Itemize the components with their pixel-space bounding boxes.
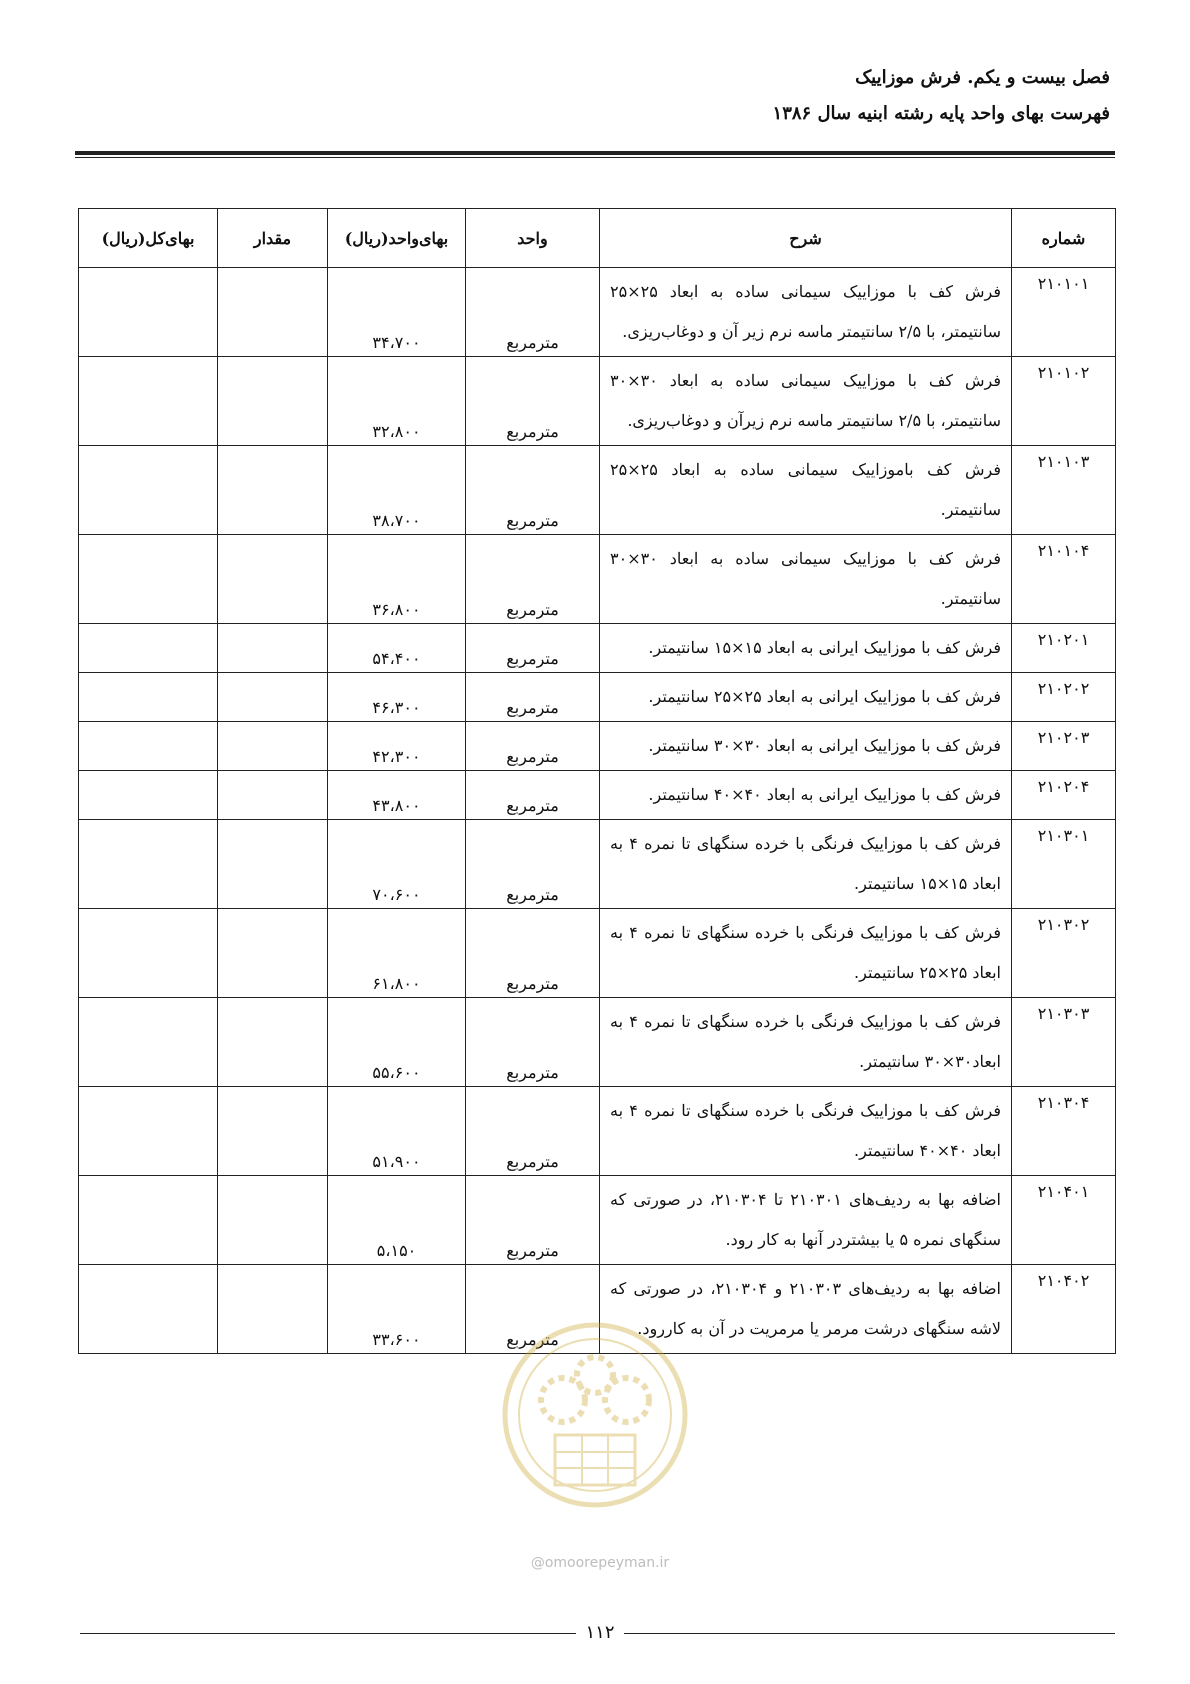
- row-description: اضافه بها به ردیف‌های ۲۱۰۳۰۳ و ۲۱۰۳۰۴، در صورتی که لاشه سنگهای درشت مرمر یا مرمریت در آن به کاررود.: [600, 1265, 1012, 1354]
- row-total: [79, 624, 218, 673]
- row-quantity: [218, 998, 328, 1087]
- row-description: فرش کف با موزاییک ایرانی به ابعاد ۲۵×۲۵ سانتیمتر.: [600, 673, 1012, 722]
- row-unit: مترمربع: [466, 624, 600, 673]
- row-description: فرش کف با موزاییک ایرانی به ابعاد ۳۰×۳۰ سانتیمتر.: [600, 722, 1012, 771]
- row-description: فرش کف با موزاییک فرنگی با خرده سنگهای تا نمره ۴ به ابعاد ۲۵×۲۵ سانتیمتر.: [600, 909, 1012, 998]
- row-description: فرش کف باموزاییک سیمانی ساده به ابعاد ۲۵×۲۵ سانتیمتر.: [600, 446, 1012, 535]
- row-unit-price: ۴۳،۸۰۰: [328, 771, 466, 820]
- row-unit: مترمربع: [466, 1176, 600, 1265]
- table-row: [79, 673, 1116, 722]
- row-description: فرش کف با موزاییک سیمانی ساده به ابعاد ۲۵×۲۵ سانتیمتر، با ۲/۵ سانتیمتر ماسه نرم زیر آن و دوغاب‌ریزی.: [600, 268, 1012, 357]
- table-row: [79, 268, 1116, 357]
- row-unit-price: ۵۵،۶۰۰: [328, 998, 466, 1087]
- header-rule-thin: [75, 157, 1115, 158]
- row-unit: مترمربع: [466, 820, 600, 909]
- row-unit: مترمربع: [466, 998, 600, 1087]
- row-number: ۲۱۰۳۰۳: [1012, 998, 1116, 1087]
- row-unit-price: ۳۶،۸۰۰: [328, 535, 466, 624]
- table-row: [79, 1087, 1116, 1176]
- column-header-quantity: مقدار: [218, 209, 328, 268]
- row-unit: مترمربع: [466, 722, 600, 771]
- footer-rule-right: [624, 1633, 1115, 1634]
- table-row: [79, 535, 1116, 624]
- row-number: ۲۱۰۱۰۳: [1012, 446, 1116, 535]
- row-description: فرش کف با موزاییک فرنگی با خرده سنگهای تا نمره ۴ به ابعاد۳۰×۳۰ سانتیمتر.: [600, 998, 1012, 1087]
- row-unit: مترمربع: [466, 909, 600, 998]
- row-description: فرش کف با موزاییک سیمانی ساده به ابعاد ۳۰×۳۰ سانتیمتر.: [600, 535, 1012, 624]
- row-unit-price: ۶۱،۸۰۰: [328, 909, 466, 998]
- price-table: [78, 208, 1116, 1354]
- row-unit-price: ۴۶،۳۰۰: [328, 673, 466, 722]
- row-total: [79, 446, 218, 535]
- header-rule-thick: [75, 151, 1115, 155]
- row-total: [79, 535, 218, 624]
- row-unit-price: ۷۰،۶۰۰: [328, 820, 466, 909]
- row-total: [79, 1087, 218, 1176]
- column-header-unit-price: بهای‌واحد(ریال): [328, 209, 466, 268]
- row-quantity: [218, 909, 328, 998]
- table-row: [79, 1265, 1116, 1354]
- column-header-number: شماره: [1012, 209, 1116, 268]
- row-number: ۲۱۰۴۰۲: [1012, 1265, 1116, 1354]
- row-unit: مترمربع: [466, 1265, 600, 1354]
- row-unit-price: ۵۴،۴۰۰: [328, 624, 466, 673]
- row-number: ۲۱۰۱۰۴: [1012, 535, 1116, 624]
- row-unit-price: ۵۱،۹۰۰: [328, 1087, 466, 1176]
- row-quantity: [218, 535, 328, 624]
- row-total: [79, 673, 218, 722]
- row-quantity: [218, 771, 328, 820]
- column-header-description: شرح: [600, 209, 1012, 268]
- row-description: فرش کف با موزاییک فرنگی با خرده سنگهای تا نمره ۴ به ابعاد ۱۵×۱۵ سانتیمتر.: [600, 820, 1012, 909]
- row-quantity: [218, 1265, 328, 1354]
- table-row: [79, 771, 1116, 820]
- footer-rule-left: [80, 1633, 576, 1634]
- row-number: ۲۱۰۳۰۴: [1012, 1087, 1116, 1176]
- row-unit: مترمربع: [466, 673, 600, 722]
- row-unit-price: ۳۳،۶۰۰: [328, 1265, 466, 1354]
- row-quantity: [218, 268, 328, 357]
- column-header-total-price: بهای‌کل(ریال): [79, 209, 218, 268]
- row-unit-price: ۵،۱۵۰: [328, 1176, 466, 1265]
- row-unit-price: ۳۴،۷۰۰: [328, 268, 466, 357]
- row-unit: مترمربع: [466, 268, 600, 357]
- row-description: اضافه بها به ردیف‌های ۲۱۰۳۰۱ تا ۲۱۰۳۰۴، در صورتی که سنگهای نمره ۵ یا بیشتردر آنها به کار رود.: [600, 1176, 1012, 1265]
- row-number: ۲۱۰۱۰۲: [1012, 357, 1116, 446]
- row-description: فرش کف با موزاییک ایرانی به ابعاد ۴۰×۴۰ سانتیمتر.: [600, 771, 1012, 820]
- row-quantity: [218, 446, 328, 535]
- table-header-row: [79, 209, 1116, 268]
- row-description: فرش کف با موزاییک فرنگی با خرده سنگهای تا نمره ۴ به ابعاد ۴۰×۴۰ سانتیمتر.: [600, 1087, 1012, 1176]
- row-quantity: [218, 1176, 328, 1265]
- row-total: [79, 998, 218, 1087]
- table-row: [79, 998, 1116, 1087]
- row-unit: مترمربع: [466, 771, 600, 820]
- row-number: ۲۱۰۱۰۱: [1012, 268, 1116, 357]
- row-total: [79, 909, 218, 998]
- row-number: ۲۱۰۲۰۴: [1012, 771, 1116, 820]
- watermark-site: @omoorepeyman.ir: [530, 1555, 670, 1571]
- row-description: فرش کف با موزاییک ایرانی به ابعاد ۱۵×۱۵ سانتیمتر.: [600, 624, 1012, 673]
- row-number: ۲۱۰۲۰۲: [1012, 673, 1116, 722]
- row-unit-price: ۳۲،۸۰۰: [328, 357, 466, 446]
- row-total: [79, 357, 218, 446]
- row-quantity: [218, 357, 328, 446]
- column-header-unit: واحد: [466, 209, 600, 268]
- table-row: [79, 624, 1116, 673]
- row-quantity: [218, 624, 328, 673]
- row-quantity: [218, 673, 328, 722]
- chapter-title: فصل بیست و یکم. فرش موزاییک: [855, 67, 1110, 88]
- row-number: ۲۱۰۴۰۱: [1012, 1176, 1116, 1265]
- row-total: [79, 268, 218, 357]
- row-quantity: [218, 722, 328, 771]
- table-row: [79, 722, 1116, 771]
- row-description: فرش کف با موزاییک سیمانی ساده به ابعاد ۳۰×۳۰ سانتیمتر، با ۲/۵ سانتیمتر ماسه نرم زیرآن و دوغاب‌ریزی.: [600, 357, 1012, 446]
- row-unit-price: ۳۸،۷۰۰: [328, 446, 466, 535]
- table-row: [79, 446, 1116, 535]
- table-row: [79, 909, 1116, 998]
- row-total: [79, 820, 218, 909]
- page-number: ۱۱۲: [585, 1622, 615, 1643]
- table-row: [79, 1176, 1116, 1265]
- row-total: [79, 722, 218, 771]
- price-list-title: فهرست بهای واحد پایه رشته ابنیه سال ۱۳۸۶: [772, 103, 1110, 124]
- row-number: ۲۱۰۲۰۳: [1012, 722, 1116, 771]
- row-total: [79, 1176, 218, 1265]
- row-quantity: [218, 820, 328, 909]
- row-unit: مترمربع: [466, 446, 600, 535]
- row-unit: مترمربع: [466, 1087, 600, 1176]
- table-row: [79, 357, 1116, 446]
- row-number: ۲۱۰۲۰۱: [1012, 624, 1116, 673]
- row-total: [79, 771, 218, 820]
- page-header: [80, 60, 1110, 132]
- row-unit: مترمربع: [466, 357, 600, 446]
- row-unit-price: ۴۲،۳۰۰: [328, 722, 466, 771]
- row-quantity: [218, 1087, 328, 1176]
- row-total: [79, 1265, 218, 1354]
- row-number: ۲۱۰۳۰۱: [1012, 820, 1116, 909]
- row-unit: مترمربع: [466, 535, 600, 624]
- table-row: [79, 820, 1116, 909]
- row-number: ۲۱۰۳۰۲: [1012, 909, 1116, 998]
